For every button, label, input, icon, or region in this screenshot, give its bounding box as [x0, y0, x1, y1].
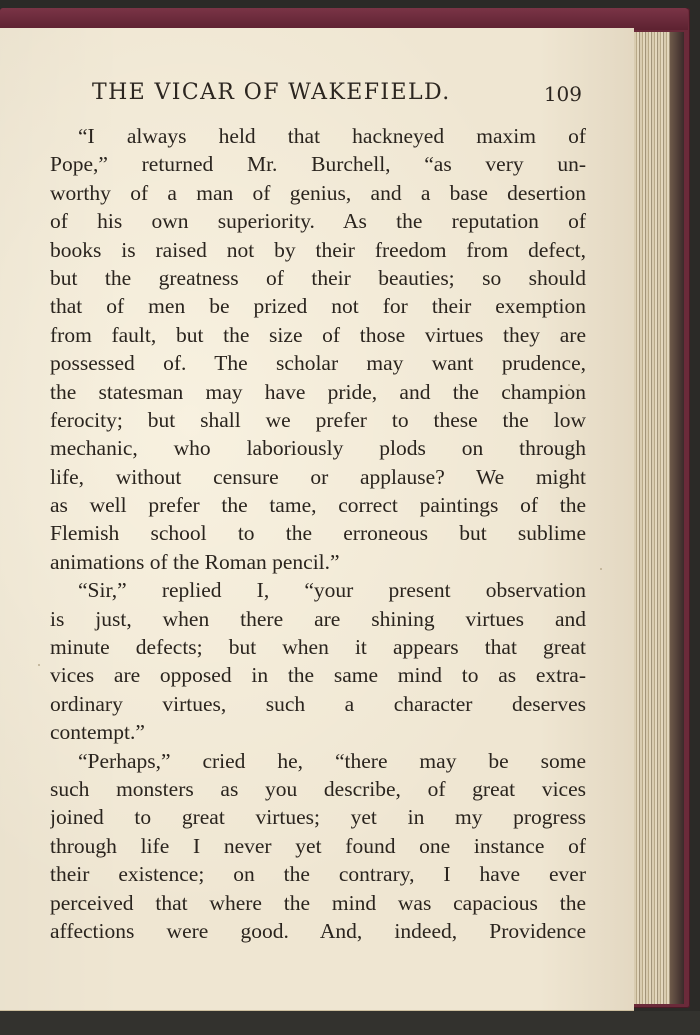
text-line: contempt.” [50, 720, 145, 745]
text-line: Pope,” returned Mr. Burchell, “as very un- [50, 152, 586, 177]
paper-speck [600, 568, 602, 570]
page-header [92, 80, 582, 112]
text-line: their existence; on the contrary, I have ever [50, 862, 586, 887]
text-line: is just, when there are shining virtues and [50, 606, 586, 631]
body-text [50, 122, 586, 945]
text-line: Flemish school to the erroneous but sublime [50, 521, 586, 546]
text-line: that of men be prized not for their exemption [50, 294, 586, 319]
text-line: perceived that where the mind was capacious the [50, 890, 586, 915]
text-line: from fault, but the size of those virtues they are [50, 322, 586, 347]
book-cover-top-edge [0, 8, 688, 30]
text-line: “I always held that hackneyed maxim of [78, 124, 586, 148]
background [0, 1011, 700, 1035]
text-line: ordinary virtues, such a character deserves [50, 691, 586, 716]
text-line: as well prefer the tame, correct paintings of the [50, 493, 586, 518]
text-line: life, without censure or applause? We might [50, 464, 586, 489]
page-number: 109 [543, 82, 582, 106]
paper-speck [38, 664, 40, 666]
text-line: of his own superiority. As the reputation of [50, 209, 586, 234]
text-line: the statesman may have pride, and the champion [50, 379, 586, 404]
running-head: THE VICAR OF WAKEFIELD. [92, 80, 451, 105]
text-line: “Sir,” replied I, “your present observation [78, 578, 586, 603]
text-line: worthy of a man of genius, and a base desertion [50, 180, 586, 205]
text-line: vices are opposed in the same mind to as extra- [50, 663, 586, 688]
text-line: minute defects; but when it appears that great [50, 635, 586, 660]
text-line: affections were good. And, indeed, Providence [50, 918, 586, 943]
text-line: animations of the Roman pencil.” [50, 549, 340, 574]
text-line: through life I never yet found one instance of [50, 833, 586, 858]
text-line: “Perhaps,” cried he, “there may be some [78, 748, 586, 773]
text-line: but the greatness of their beauties; so should [50, 265, 586, 290]
text-line: possessed of. The scholar may want prudence, [50, 351, 586, 376]
text-line: books is raised not by their freedom from defect, [50, 237, 586, 262]
text-line: joined to great virtues; yet in my progress [50, 805, 586, 830]
text-line: mechanic, who laboriously plods on through [50, 436, 586, 461]
text-line: such monsters as you describe, of great vices [50, 776, 586, 801]
spine-shadow [670, 32, 684, 1004]
text-line: ferocity; but shall we prefer to these the low [50, 407, 586, 432]
